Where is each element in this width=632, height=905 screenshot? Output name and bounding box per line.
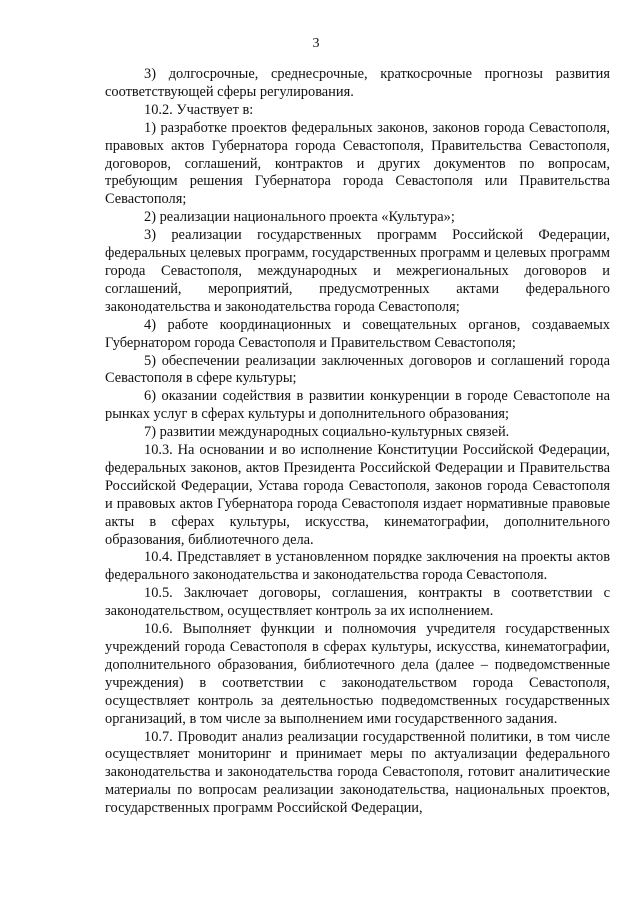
paragraph-10-2-item-5: 5) обеспечении реализации заключенных договоров и соглашений города Севастополя в сфере культуры;	[105, 352, 610, 387]
paragraph-10-2-item-6: 6) оказании содействия в развитии конкуренции в городе Севастополе на рынках услуг в сферах культуры и дополнительного образования;	[105, 388, 610, 423]
paragraph-10-2-item-7: 7) развитии международных социально-культурных связей.	[144, 424, 510, 441]
paragraph-10-4: 10.4. Представляет в установленном порядке заключения на проекты актов федерального законодательства и законодательства города Севастополя.	[105, 549, 610, 584]
paragraph-10-2: 10.2. Участвует в:	[144, 101, 254, 118]
paragraph-10-7: 10.7. Проводит анализ реализации государственной политики, в том числе осуществляет мониторинг и принимает меры по актуализации федерального законодательства и законодательства города Севастополя, готовит аналитические материалы по вопросам реализации законодательства, национальных проектов, государственных программ Российской Федерации,	[105, 728, 610, 817]
document-body	[105, 66, 610, 818]
paragraph-10-3: 10.3. На основании и во исполнение Конституции Российской Федерации, федеральных законов, актов Президента Российской Федерации и Правительства Российской Федерации, Устава города Севастополя, законов города Севастополя и правовых актов Губернатора города Севастополя издает нормативные правовые акты в сферах культуры, искусства, кинематографии, дополнительного образования, библиотечного дела.	[105, 442, 610, 548]
paragraph-10-2-item-2: 2) реализации национального проекта «Культура»;	[144, 209, 455, 226]
paragraph-10-2-item-1: 1) разработке проектов федеральных законов, законов города Севастополя, правовых актов Губернатора города Севастополя, Правительства Севастополя, договоров, соглашений, контрактов и других документов по вопросам, требующим решения Губернатора города Севастополя или Правительства Севастополя;	[105, 119, 610, 208]
paragraph-prognoses: 3) долгосрочные, среднесрочные, краткосрочные прогнозы развития соответствующей сферы регулирования.	[105, 66, 610, 100]
paragraph-10-2-item-4: 4) работе координационных и совещательных органов, создаваемых Губернатором города Севастополя и Правительством Севастополя;	[105, 316, 610, 351]
paragraph-10-6: 10.6. Выполняет функции и полномочия учредителя государственных учреждений города Севастополя в сферах культуры, искусства, кинематографии, дополнительного образования, библиотечного дела (далее – подведомственные учреждения) в соответствии с законодательством города Севастополя, осуществляет контроль за деятельностью подведомственных государственных организаций, в том числе за выполнением ими государственного задания.	[105, 621, 610, 727]
page-number: 3	[312, 36, 320, 51]
paragraph-10-2-item-3: 3) реализации государственных программ Российской Федерации, федеральных целевых программ, государственных программ и целевых программ города Севастополя, международных и межрегиональных договоров и соглашений, мероприятий, предусмотренных актами федерального законодательства и законодательства города Севастополя;	[105, 227, 610, 315]
paragraph-10-5: 10.5. Заключает договоры, соглашения, контракты в соответствии с законодательством, осуществляет контроль за их исполнением.	[105, 585, 610, 620]
